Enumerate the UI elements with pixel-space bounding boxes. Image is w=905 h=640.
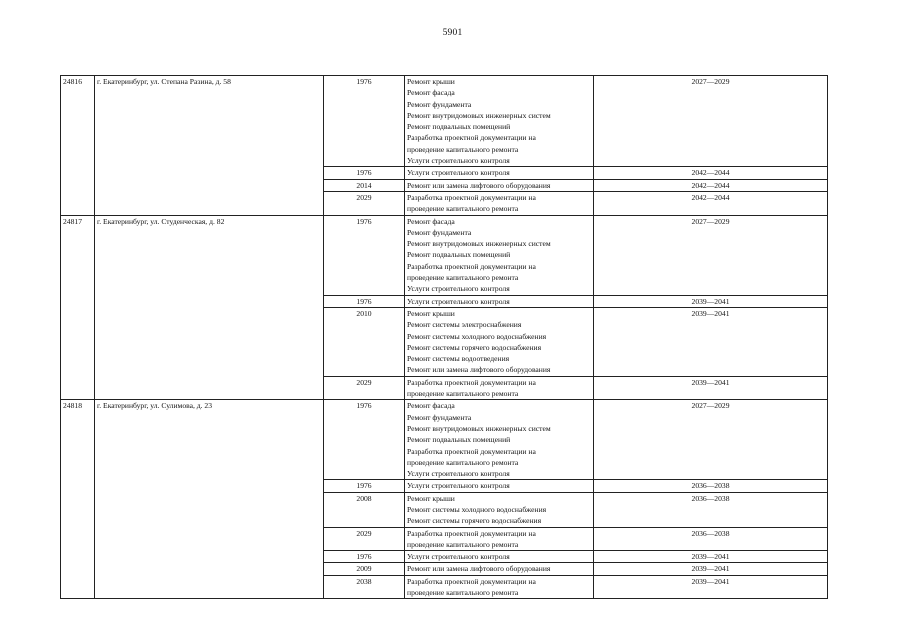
works-cell (405, 307, 594, 376)
period-cell: 2039—2041 (594, 563, 828, 575)
work-item: Ремонт системы холодного водоснабжения (407, 331, 547, 341)
table-row (61, 76, 828, 167)
work-item: Услуги строительного контроля (407, 552, 510, 562)
work-item: Разработка проектной документации на (407, 261, 536, 271)
year-cell: 1976 (324, 551, 405, 563)
work-item: Услуги строительного контроля (407, 156, 510, 166)
works-cell (405, 295, 594, 307)
period-cell: 2039—2041 (594, 551, 828, 563)
works-cell (405, 215, 594, 295)
works-cell (405, 492, 594, 527)
work-item: Услуги строительного контроля (407, 168, 510, 178)
work-item: проведение капитального ремонта (407, 144, 519, 154)
work-item: Ремонт фасада (407, 88, 455, 98)
works-cell (405, 400, 594, 480)
house-id-cell: 24816 (61, 76, 95, 216)
year-cell: 2010 (324, 307, 405, 376)
year-cell: 2029 (324, 191, 405, 215)
work-item: Услуги строительного контроля (407, 284, 510, 294)
table-row (61, 215, 828, 295)
work-item: проведение капитального ремонта (407, 457, 519, 467)
period-cell: 2042—2044 (594, 191, 828, 215)
work-item: Ремонт системы горячего водоснабжения (407, 516, 542, 526)
year-cell: 1976 (324, 167, 405, 179)
period-cell: 2042—2044 (594, 179, 828, 191)
year-cell: 1976 (324, 480, 405, 492)
year-cell: 2038 (324, 575, 405, 599)
work-item: Ремонт системы водоотведения (407, 354, 510, 364)
works-cell (405, 563, 594, 575)
year-cell: 1976 (324, 295, 405, 307)
period-cell: 2036—2038 (594, 527, 828, 551)
work-item: Разработка проектной документации на (407, 377, 536, 387)
period-cell: 2042—2044 (594, 167, 828, 179)
work-item: Ремонт или замена лифтового оборудования (407, 180, 551, 190)
work-item: Разработка проектной документации на (407, 446, 536, 456)
work-item: Услуги строительного контроля (407, 469, 510, 479)
work-item: проведение капитального ремонта (407, 273, 519, 283)
work-item: Ремонт системы электроснабжения (407, 320, 522, 330)
work-item: Ремонт внутридомовых инженерных систем (407, 423, 551, 433)
work-item: проведение капитального ремонта (407, 539, 519, 549)
house-address-cell: г. Екатеринбург, ул. Студенческая, д. 82 (95, 215, 324, 400)
schedule-body (61, 76, 828, 599)
work-item: Ремонт системы горячего водоснабжения (407, 342, 542, 352)
works-cell (405, 376, 594, 400)
year-cell: 1976 (324, 400, 405, 480)
period-cell: 2027—2029 (594, 76, 828, 167)
year-cell: 2029 (324, 376, 405, 400)
work-item: Ремонт фундамента (407, 412, 472, 422)
work-item: Ремонт фасада (407, 401, 455, 411)
period-cell: 2039—2041 (594, 376, 828, 400)
year-cell: 1976 (324, 76, 405, 167)
period-cell: 2036—2038 (594, 492, 828, 527)
work-item: проведение капитального ремонта (407, 204, 519, 214)
work-item: Разработка проектной документации на (407, 528, 536, 538)
work-item: Услуги строительного контроля (407, 481, 510, 491)
period-cell: 2036—2038 (594, 480, 828, 492)
works-cell (405, 179, 594, 191)
period-cell: 2039—2041 (594, 575, 828, 599)
work-item: Ремонт крыши (407, 308, 455, 318)
works-cell (405, 76, 594, 167)
period-cell: 2027—2029 (594, 400, 828, 480)
works-cell (405, 191, 594, 215)
work-item: Ремонт подвальных помещений (407, 122, 511, 132)
work-item: Разработка проектной документации на (407, 192, 536, 202)
works-cell (405, 480, 594, 492)
work-item: Ремонт подвальных помещений (407, 250, 511, 260)
year-cell: 2008 (324, 492, 405, 527)
work-item: Ремонт или замена лифтового оборудования (407, 564, 551, 574)
house-address-cell: г. Екатеринбург, ул. Степана Разина, д. 58 (95, 76, 324, 216)
work-item: Ремонт внутридомовых инженерных систем (407, 239, 551, 249)
house-id-cell: 24817 (61, 215, 95, 400)
work-item: Услуги строительного контроля (407, 296, 510, 306)
work-item: Ремонт фундамента (407, 99, 472, 109)
works-cell (405, 527, 594, 551)
work-item: Ремонт системы холодного водоснабжения (407, 504, 547, 514)
works-cell (405, 551, 594, 563)
year-cell: 2029 (324, 527, 405, 551)
year-cell: 2014 (324, 179, 405, 191)
works-cell (405, 575, 594, 599)
work-item: Ремонт фундамента (407, 227, 472, 237)
repair-schedule-table (60, 75, 828, 599)
work-item: Ремонт фасада (407, 216, 455, 226)
works-cell (405, 167, 594, 179)
work-item: Ремонт крыши (407, 493, 455, 503)
table-row (61, 400, 828, 480)
period-cell: 2027—2029 (594, 215, 828, 295)
period-cell: 2039—2041 (594, 295, 828, 307)
work-item: Ремонт или замена лифтового оборудования (407, 365, 551, 375)
work-item: Разработка проектной документации на (407, 133, 536, 143)
work-item: Ремонт крыши (407, 77, 455, 86)
house-address-cell: г. Екатеринбург, ул. Сулимова, д. 23 (95, 400, 324, 599)
work-item: Разработка проектной документации на (407, 576, 536, 586)
year-cell: 2009 (324, 563, 405, 575)
work-item: Ремонт подвальных помещений (407, 435, 511, 445)
year-cell: 1976 (324, 215, 405, 295)
work-item: проведение капитального ремонта (407, 389, 519, 399)
page-number: 5901 (442, 28, 463, 38)
work-item: Ремонт внутридомовых инженерных систем (407, 110, 551, 120)
period-cell: 2039—2041 (594, 307, 828, 376)
house-id-cell: 24818 (61, 400, 95, 599)
work-item: проведение капитального ремонта (407, 588, 519, 598)
